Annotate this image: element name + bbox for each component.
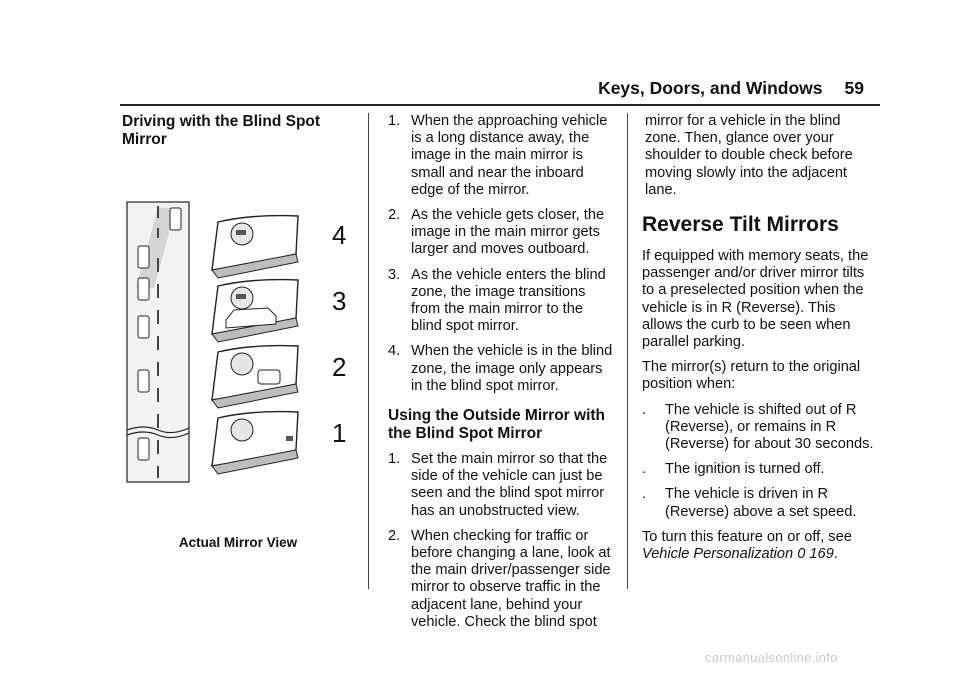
header-rule	[120, 104, 880, 106]
mirror-4	[212, 216, 298, 278]
bullet-list	[642, 402, 874, 521]
mirror-1	[212, 412, 298, 474]
vehicle-personalization-link[interactable]: Vehicle Personalization 0 169	[642, 546, 834, 563]
column-1	[122, 113, 352, 153]
list-item: . The vehicle is shifted out of R (Reverse), or remains in R (Reverse) for about 30 seconds.	[642, 401, 874, 453]
column-3	[642, 113, 874, 571]
header-title: Keys, Doors, and Windows	[598, 78, 823, 98]
list-item: . The vehicle is driven in R (Reverse) above a set speed.	[642, 486, 857, 520]
section-heading-blind-spot: Driving with the Blind Spot Mirror	[122, 113, 321, 148]
mirror-2	[212, 346, 298, 408]
paragraph-memory-seats: If equipped with memory seats, the passenger and/or driver mirror tilts to a preselected position when the vehicle is in R (Reverse). This allows the curb to be seen when parallel parking.	[642, 248, 869, 351]
figure-number-4: 4	[332, 220, 347, 250]
figure-caption: Actual Mirror View	[178, 535, 298, 550]
mirror-3	[212, 280, 298, 342]
page-number: 59	[844, 78, 864, 98]
list-item: 2. As the vehicle gets closer, the image in the main mirror gets larger and moves outboard.	[388, 207, 605, 258]
list-item: . The ignition is turned off.	[642, 461, 825, 478]
outside-mirror-steps	[388, 451, 616, 631]
list-item: 3. As the vehicle enters the blind zone, the image transitions from the main mirror to the blind spot mirror.	[388, 266, 606, 335]
figure-number-3: 3	[332, 286, 347, 316]
list-item: 1. Set the main mirror so that the side of the vehicle can just be seen and the blind spot mirror has an unobstructed view.	[388, 451, 608, 519]
section-heading-outside-mirror: Using the Outside Mirror with the Blind Spot Mirror	[388, 407, 606, 443]
column-2	[388, 113, 616, 639]
figure-number-2: 2	[332, 352, 347, 382]
list-item: 1. When the approaching vehicle is a long distance away, the image in the main mirror is small and near the inboard edge of the mirror.	[388, 113, 608, 198]
page-header	[598, 78, 864, 99]
continued-text: mirror for a vehicle in the blind zone. Then, glance over your shoulder to double check before moving slowly into the adjacent lane.	[645, 113, 853, 198]
road-lane-diagram	[127, 202, 189, 482]
column-divider-right	[627, 113, 628, 589]
watermark: carmanualsonline.info	[705, 650, 838, 665]
paragraph-see-also: To turn this feature on or off, see Vehicle Personalization 0 169.	[642, 528, 852, 563]
list-item: 4. When the vehicle is in the blind zone, the image only appears in the blind spot mirror.	[388, 343, 613, 394]
page-ref-arrow-icon: 0	[797, 546, 806, 563]
column-divider-left	[368, 113, 369, 589]
figure-number-1: 1	[332, 418, 347, 448]
list-item: 2. When checking for traffic or before changing a lane, look at the main driver/passenger side mirror to observe traffic in the adjacent lane, behind your vehicle. Check the blind spot	[388, 527, 611, 630]
section-heading-reverse-tilt: Reverse Tilt Mirrors	[642, 213, 839, 237]
paragraph-return-position: The mirror(s) return to the original position when:	[642, 359, 861, 393]
mirror-view-figure	[124, 198, 356, 488]
steps-list	[388, 113, 616, 395]
